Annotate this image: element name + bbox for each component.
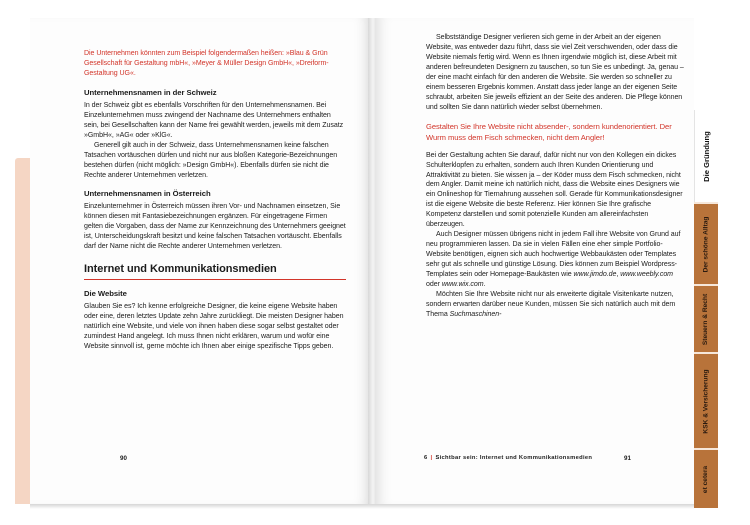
- tab-label-steuern-recht: Steuern & Recht: [702, 293, 710, 345]
- tab-steuern-recht[interactable]: [694, 284, 718, 352]
- highlight-quote: Gestalten Sie Ihre Website nicht absender-, sondern kundenorientiert. Der Wurm muss dem Fisch schmecken, nicht dem Angler!: [426, 121, 672, 142]
- running-title-b: Internet und Kommunikationsmedien: [479, 455, 593, 461]
- intro-example-text: Die Unternehmen könnten zum Beispiel folgendermaßen heißen: »Blau & Grün Gesellschaft für Gestaltung mbH«, »Meyer & Müller Design GmbH«, »Dreiform-Gestaltung UG«.: [84, 50, 329, 77]
- book-shadow: [30, 504, 694, 509]
- right-text-column: [426, 33, 684, 320]
- separator: ,: [616, 271, 621, 279]
- paragraph-right-3-text: Auch Designer müssen übrigens nicht in jedem Fall ihre Website von Grund auf neu programmieren lassen. Da sie in vielen Fällen eine eher simple Portfolio-Website benötigen, eignen sich auch hochwertige Webbaukästen oder Templates sehr gut als schnelle und günstige Lösung. Dies können zum Beispiel Wordpress-Templates sein oder Homepage-Baukästen wie: [426, 231, 681, 279]
- period: .: [483, 281, 486, 289]
- conjunction: oder: [426, 281, 442, 289]
- tab-label-die-gruendung: Die Gründung: [702, 130, 711, 182]
- paragraph-oesterreich: Einzelunternehmer in Österreich müssen ihren Vor- und Nachnamen einsetzen, Sie können diesen mit Fantasiebezeichnungen ergänzen. Für eingetragene Firmen gelten die Vorgaben, dass der Name zur Kennzeichnung des Unternehmers geeignet ist, Unterscheidungskraft besitzt und keine falschen Tatsachen vortäuscht. Ebenfalls darf der Name nicht die Rechte anderer Unternehmen verletzen.: [84, 203, 346, 251]
- paragraph-right-2: Bei der Gestaltung achten Sie darauf, dafür nicht nur von den Kollegen ein dickes Schulterklopfen zu erhalten, sondern auch Ihren Kunden Orientierung und Attraktivität zu bieten. Sie wissen ja – der Köder muss dem Fisch schmecken, nicht dem Angler. Damit meine ich natürlich nicht, dass die Website eines Designers wie ein Onlineshop für Tiernahrung aussehen soll. Gerade für Kommunikationsdesigner ist die eigene Website die beste Referenz. Hier können Sie Ihre grafische Kompetenz darstellen und somit potenzielle Kunden am allereinfachsten überzeugen.: [426, 151, 683, 229]
- chapter-number: 6: [424, 455, 428, 461]
- paragraph-right-3: [426, 230, 684, 290]
- tab-der-schoene-alltag[interactable]: [694, 202, 718, 284]
- tab-label-der-schoene-alltag: Der schöne Alltag: [702, 216, 710, 272]
- tab-label-ksk-versicherung: KSK & Versicherung: [702, 368, 710, 434]
- tab-label-et-cetera: et cetera: [702, 465, 710, 493]
- tab-ksk-versicherung[interactable]: [694, 352, 718, 448]
- section-heading-internet: Internet und Kommunikationsmedien: [84, 262, 346, 280]
- heading-schweiz: Unternehmensnamen in der Schweiz: [84, 87, 217, 97]
- left-edge-tab: [15, 158, 31, 504]
- paragraph-right-4: [426, 290, 684, 320]
- paragraph-schweiz-2: Generell gilt auch in der Schweiz, dass Unternehmensnamen keine falschen Tatsachen vortäuschen dürfen und nicht nur aus bloßen Kategorie-Bezeichnungen bestehen dürfen (nicht möglich: »Design GmbH«). Ebenfalls dürfen sie nicht die Rechte anderer Unternehmen verletzen.: [84, 141, 338, 179]
- url-jimdo: www.jimdo.de: [573, 271, 617, 279]
- url-weebly: www.weebly.com: [620, 271, 674, 279]
- running-footer: [424, 455, 592, 461]
- paragraph-website: Glauben Sie es? Ich kenne erfolgreiche Designer, die keine eigene Website haben oder eine, deren letztes Update zehn Jahre zurückliegt. Die meisten Designer haben natürlich eine Website, und viele von ihnen haben diese sogar selbst gestaltet oder zumindest Hand angelegt. Ich muss Ihnen nicht erklären, warum und wofür eine Website sinnvoll ist, gerne möchte ich Ihnen aber einige spezifische Tipps geben.: [84, 303, 344, 351]
- left-text-column: [84, 49, 346, 352]
- running-title-a: Sichtbar sein:: [435, 455, 478, 461]
- tab-die-gruendung[interactable]: [694, 110, 718, 202]
- page-number-left: 90: [120, 455, 127, 462]
- tab-et-cetera[interactable]: [694, 448, 718, 508]
- url-wix: www.wix.com: [441, 281, 484, 289]
- heading-oesterreich: Unternehmensnamen in Österreich: [84, 189, 211, 199]
- paragraph-schweiz-1: In der Schweiz gibt es ebenfalls Vorschriften für den Unternehmensnamen. Bei Einzelunternehmen muss zwingend der Nachname des Unternehmers enthalten sein, bei Gesellschaften kann der Name frei gewählt werden, jeweils mit dem Zusatz »GmbH«, »AG« oder »KlG«.: [84, 101, 344, 139]
- footer-separator: |: [430, 455, 433, 461]
- heading-website: Die Website: [84, 289, 127, 299]
- paragraph-right-4-text: Möchten Sie Ihre Website nicht nur als erweiterte digitale Visitenkarte nutzen, sondern erwarten darüber neue Kunden, müssen Sie sich natürlich auch mit dem Thema: [426, 290, 676, 318]
- emphasis-suchmaschinen: Suchmaschinen-: [449, 310, 502, 318]
- paragraph-right-1: Selbstständige Designer verlieren sich gerne in der Arbeit an der eigenen Website, was entweder dazu führt, dass sie viel Zeit verschwenden, oder dass die Website niemals fertig wird. Wenn es Ihnen irgendwie möglich ist, diese Arbeit mit anderen befreundeten Designern zu tauschen, so tun Sie es unbedingt. Ja, genau – der eine macht einfach für den anderen die Website. Sie werden so schneller zu einem besseren Ergebnis kommen. Anstatt dass jeder lange an der eigenen Seite schraubt, arbeiten Sie jeweils effizient an der Seite des anderen. Die Pflege können und sollten Sie dann natürlich wieder selbst übernehmen.: [426, 34, 684, 111]
- page-number-right: 91: [624, 455, 631, 462]
